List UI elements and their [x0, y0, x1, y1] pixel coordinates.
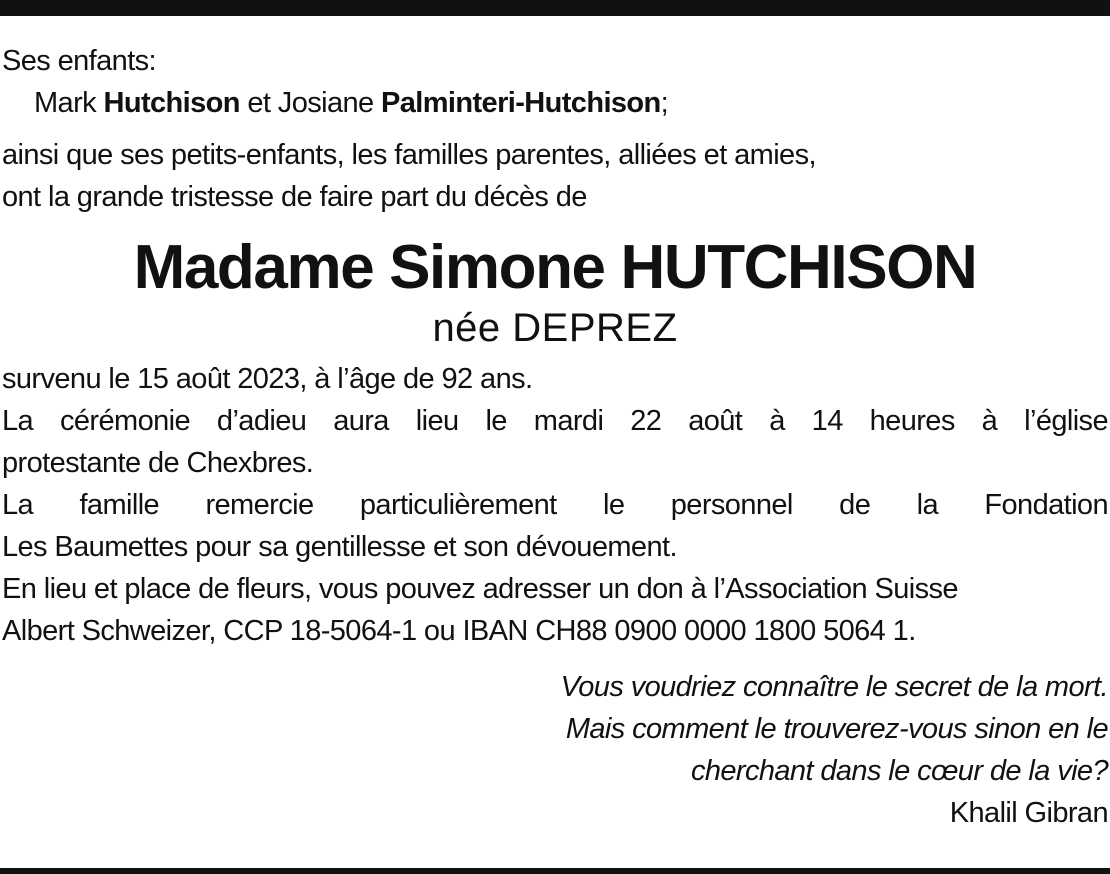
obituary-notice [2, 40, 1108, 834]
quote-line-3: cherchant dans le cœur de la vie? [690, 755, 1108, 787]
announcement-line-2: ont la grande tristesse de faire part du décès de [2, 181, 587, 213]
quote-author: Khalil Gibran [949, 797, 1108, 829]
child1-last-name: Hutchison [103, 87, 240, 119]
announcement-line-1: ainsi que ses petits-enfants, les familles parentes, alliées et amies, [2, 139, 816, 171]
details-block [2, 358, 1108, 652]
children-separator: et Josiane [239, 87, 382, 119]
children-names [2, 82, 1108, 124]
thanks-line-1: La famille remercie particulièrement le personnel de la Fondation [2, 489, 1108, 521]
children-intro: Ses enfants: [2, 45, 157, 77]
bottom-border-rule [0, 868, 1110, 874]
child2-last-name: Palminteri-Hutchison [381, 87, 661, 119]
death-date-line: survenu le 15 août 2023, à l’âge de 92 ans. [2, 363, 533, 395]
quote-line-1: Vous voudriez connaître le secret de la mort. [560, 671, 1108, 703]
deceased-maiden-name: née DEPREZ [432, 306, 678, 350]
ceremony-line-1: La cérémonie d’adieu aura lieu le mardi 22 août à 14 heures à l’église [2, 405, 1108, 437]
quote-line-2: Mais comment le trouverez-vous sinon en le [565, 713, 1108, 745]
deceased-name-block [2, 232, 1108, 352]
deceased-full-name: Madame Simone HUTCHISON [133, 233, 977, 302]
quote-block [2, 666, 1108, 834]
donation-line-1: En lieu et place de fleurs, vous pouvez adresser un don à l’Association Suisse [2, 573, 958, 605]
children-end: ; [660, 87, 669, 119]
top-border-rule [0, 0, 1110, 16]
thanks-line-2: Les Baumettes pour sa gentillesse et son dévouement. [2, 531, 677, 563]
ceremony-line-2: protestante de Chexbres. [2, 447, 314, 479]
child1-first-name: Mark [34, 87, 104, 119]
donation-line-2: Albert Schweizer, CCP 18-5064-1 ou IBAN CH88 0900 0000 1800 5064 1. [2, 615, 916, 647]
